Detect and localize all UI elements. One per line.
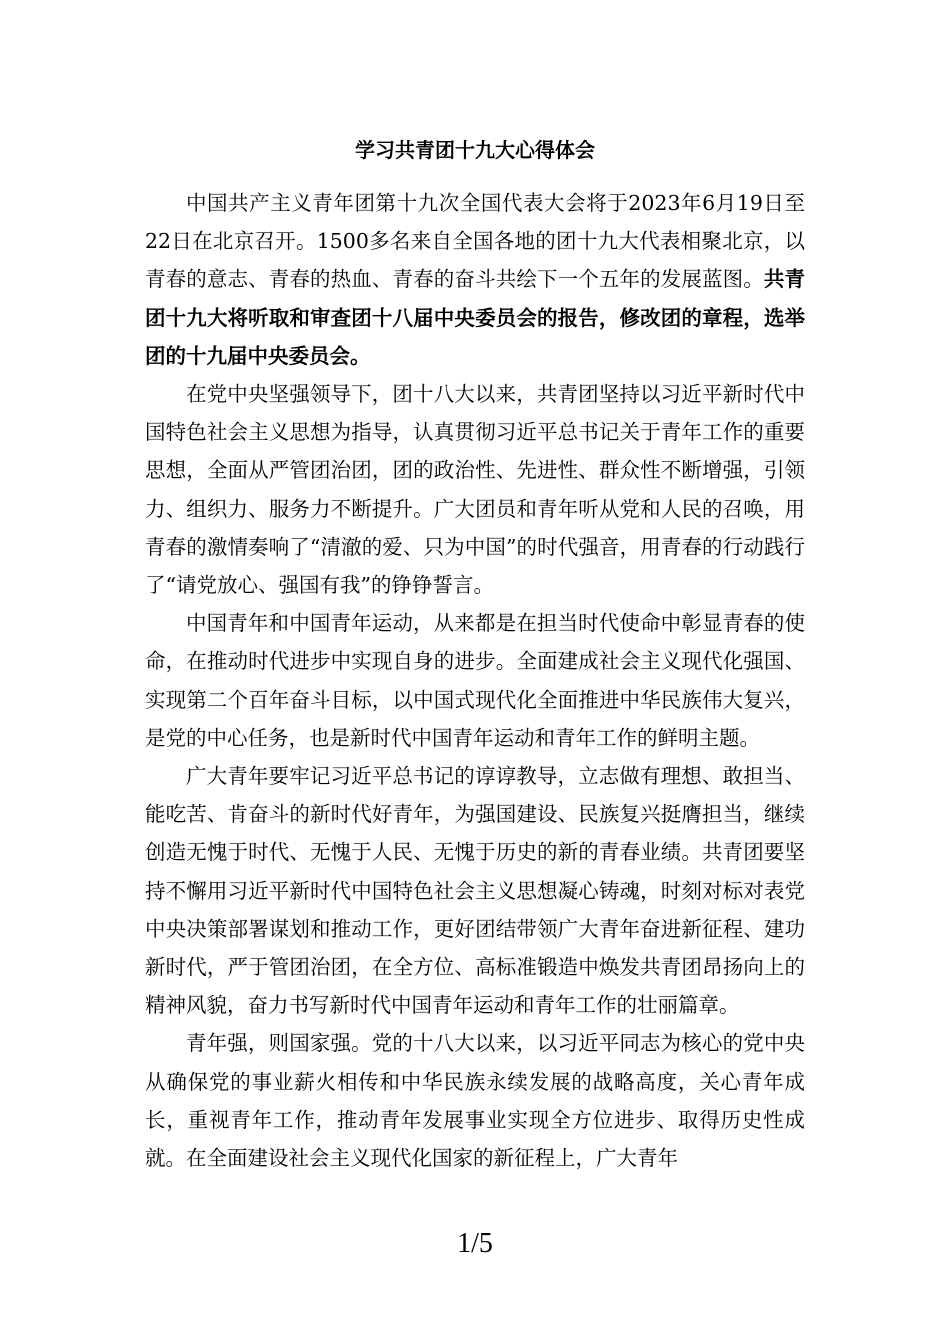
paragraph-3: 中国青年和中国青年运动，从来都是在担当时代使命中彰显青春的使命，在推动时代进步中实现自身的进步。全面建成社会主义现代化强国、实现第二个百年奋斗目标，以中国式现代化全面推进中华民族伟大复兴，是党的中心任务，也是新时代中国青年运动和青年工作的鲜明主题。 (145, 611, 805, 750)
paragraph-1-text: 中国共产主义青年团第十九次全国代表大会将于2023年6月19日至22日在北京召开。1500多名来自全国各地的团十九大代表相聚北京，以青春的意志、青春的热血、青春的奋斗共绘下一个五年的发展蓝图。 (145, 191, 805, 292)
paragraph-2: 在党中央坚强领导下，团十八大以来，共青团坚持以习近平新时代中国特色社会主义思想为指导，认真贯彻习近平总书记关于青年工作的重要思想，全面从严管团治团，团的政治性、先进性、群众性不断增强，引领力、组织力、服务力不断提升。广大团员和青年听从党和人民的召唤，用青春的激情奏响了“清澈的爱、只为中国”的时代强音，用青春的行动践行了“请党放心、强国有我”的铮铮誓言。 (145, 382, 805, 598)
document-page (145, 130, 805, 1177)
page-number: 1/5 (457, 1228, 493, 1259)
paragraph-4: 广大青年要牢记习近平总书记的谆谆教导，立志做有理想、敢担当、能吃苦、肯奋斗的新时代好青年，为强国建设、民族复兴挺膺担当，继续创造无愧于时代、无愧于人民、无愧于历史的新的青春业绩。共青团要坚持不懈用习近平新时代中国特色社会主义思想凝心铸魂，时刻对标对表党中央决策部署谋划和推动工作，更好团结带领广大青年奋进新征程、建功新时代，严于管团治团，在全方位、高标准锻造中焕发共青团昂扬向上的精神风貌，奋力书写新时代中国青年运动和青年工作的壮丽篇章。 (145, 764, 805, 1018)
paragraph-5: 青年强，则国家强。党的十八大以来，以习近平同志为核心的党中央从确保党的事业薪火相传和中华民族永续发展的战略高度，关心青年成长，重视青年工作，推动青年发展事业实现全方位进步、取得历史性成就。在全面建设社会主义现代化国家的新征程上，广大青年 (145, 1031, 805, 1171)
paragraph-1-bold-text: 共青团十九大将听取和审查团十八届中央委员会的报告，修改团的章程，选举团的十九届中央委员会。 (145, 267, 806, 368)
paragraph-1 (145, 184, 805, 375)
document-title: 学习共青团十九大心得体会 (355, 138, 595, 162)
